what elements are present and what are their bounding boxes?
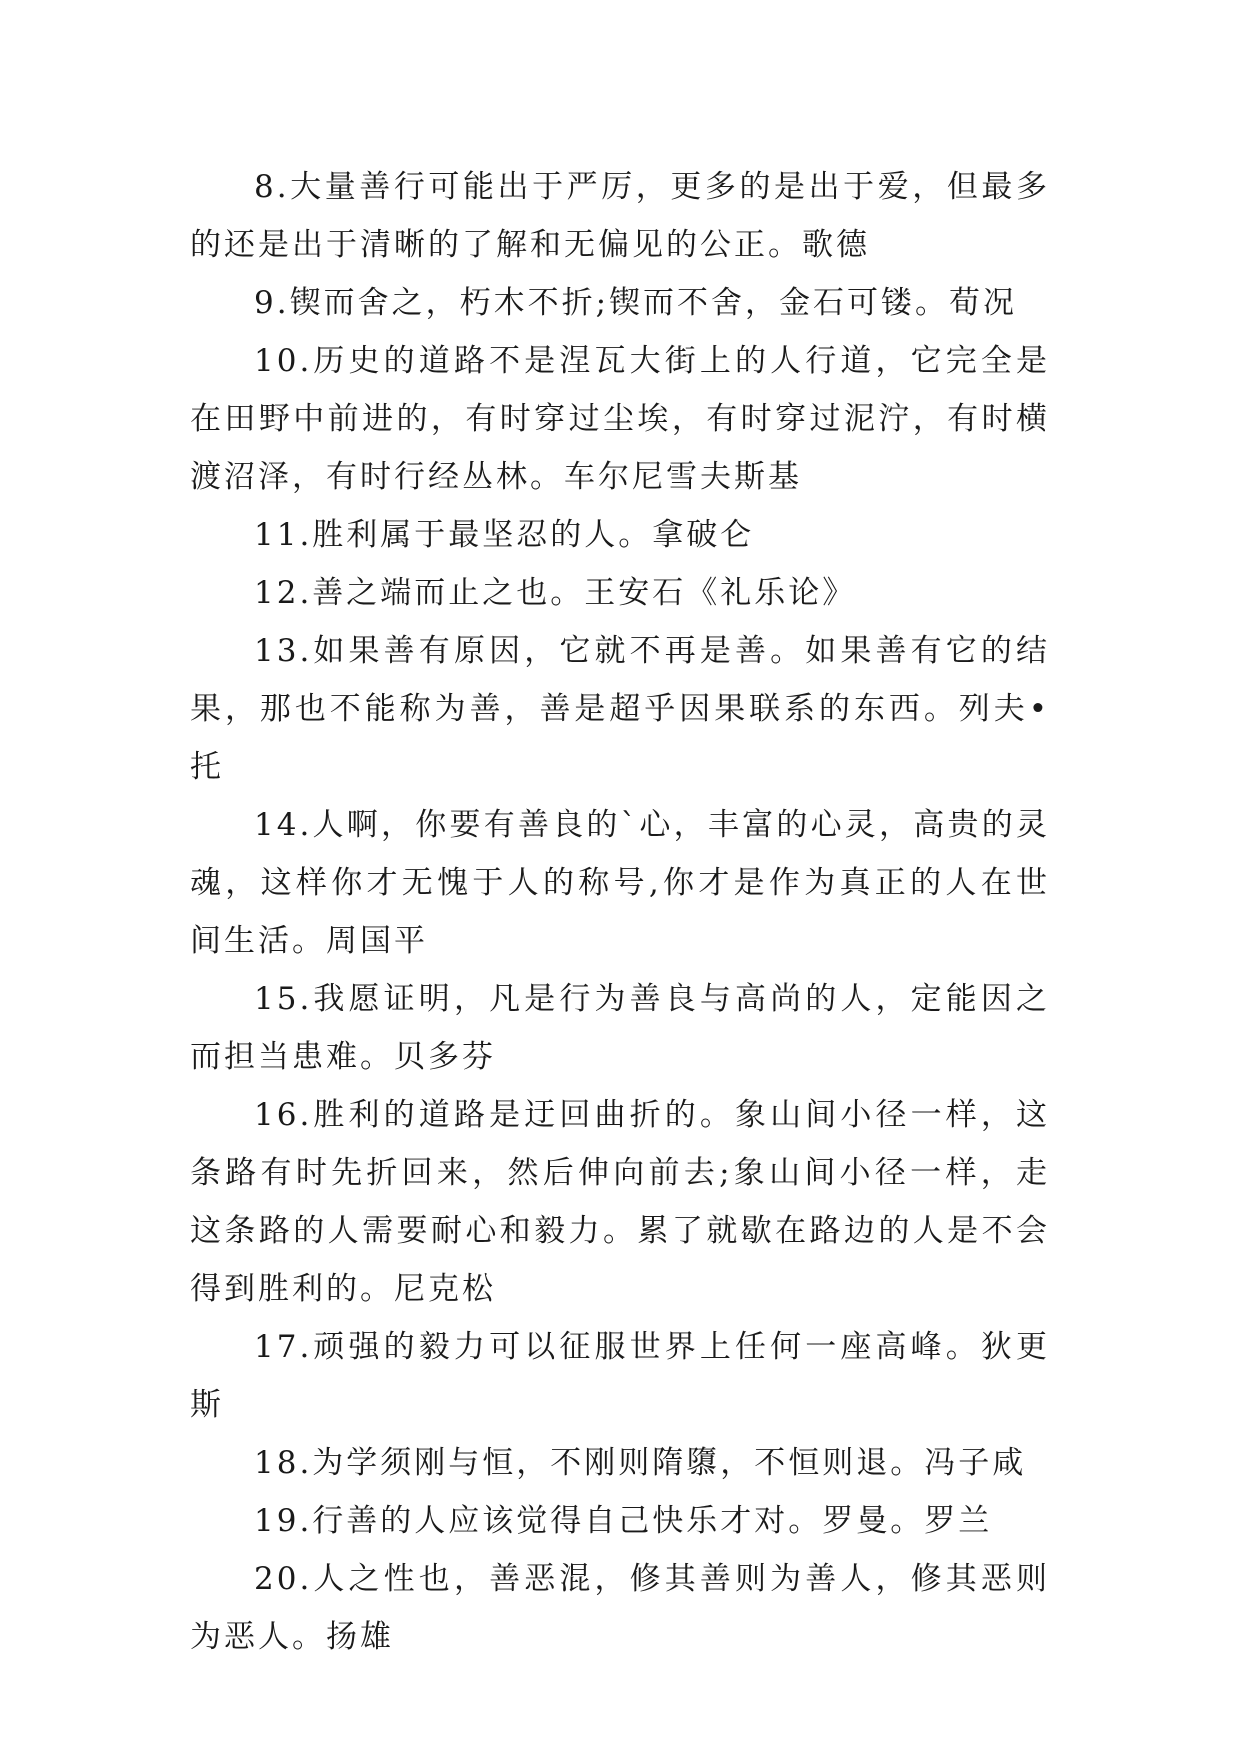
quote-17: 17.顽强的毅力可以征服世界上任何一座高峰。狄更斯 bbox=[190, 1329, 1050, 1423]
quote-9: 9.锲而舍之，朽木不折;锲而不舍，金石可镂。荀况 bbox=[254, 285, 1018, 321]
quote-12: 12.善之端而止之也。王安石《礼乐论》 bbox=[254, 575, 857, 611]
quote-list bbox=[190, 158, 1050, 1666]
quote-20: 20.人之性也，善恶混，修其善则为善人，修其恶则为恶人。扬雄 bbox=[190, 1561, 1050, 1655]
quote-18: 18.为学须刚与恒，不刚则隋隳，不恒则退。冯子咸 bbox=[254, 1445, 1027, 1481]
quote-14: 14.人啊，你要有善良的`心，丰富的心灵，高贵的灵魂，这样你才无愧于人的称号,你才是作为真正的人在世间生活。周国平 bbox=[190, 807, 1050, 959]
quote-8: 8.大量善行可能出于严厉，更多的是出于爱，但最多的还是出于清晰的了解和无偏见的公正。歌德 bbox=[190, 169, 1050, 263]
quote-16: 16.胜利的道路是迂回曲折的。象山间小径一样，这条路有时先折回来，然后伸向前去;象山间小径一样，走这条路的人需要耐心和毅力。累了就歇在路边的人是不会得到胜利的。尼克松 bbox=[190, 1097, 1050, 1307]
quote-15: 15.我愿证明，凡是行为善良与高尚的人，定能因之而担当患难。贝多芬 bbox=[190, 981, 1050, 1075]
quote-13: 13.如果善有原因，它就不再是善。如果善有它的结果，那也不能称为善，善是超乎因果联系的东西。列夫•托 bbox=[190, 633, 1050, 785]
quote-11: 11.胜利属于最坚忍的人。拿破仑 bbox=[254, 517, 755, 553]
quote-10: 10.历史的道路不是涅瓦大街上的人行道，它完全是在田野中前进的，有时穿过尘埃，有时穿过泥泞，有时横渡沼泽，有时行经丛林。车尔尼雪夫斯基 bbox=[190, 343, 1050, 495]
quote-19: 19.行善的人应该觉得自己快乐才对。罗曼。罗兰 bbox=[254, 1503, 993, 1539]
